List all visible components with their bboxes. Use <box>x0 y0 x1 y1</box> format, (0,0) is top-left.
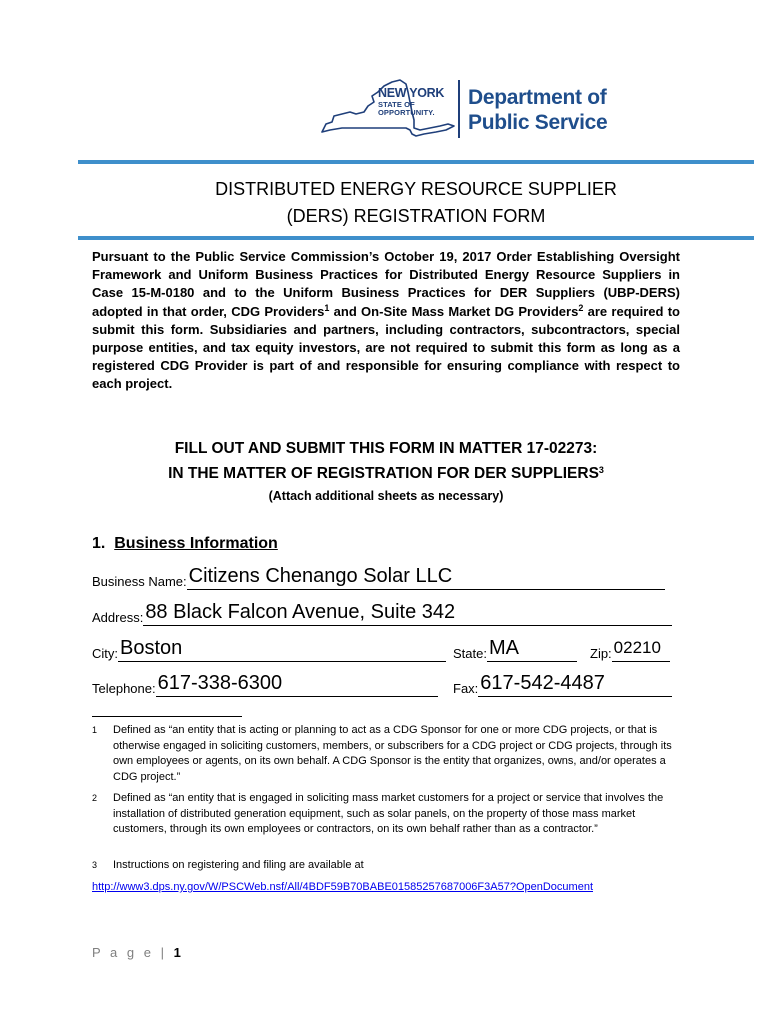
footnote-2 <box>92 791 682 838</box>
intro-part3: are required to submit this form. Subsidiaries and partners, including contractors, subcontractors, special purpose entities, and tax equity investors, are not required to submit this form as long as a registered CDG Provider is part of and responsible for ensuring compliance with respect to each project. <box>92 303 681 392</box>
address-value: 88 Black Falcon Avenue, Suite 342 <box>145 601 456 623</box>
city-field <box>92 635 446 662</box>
footnote-3-number: 3 <box>92 860 98 870</box>
form-title <box>78 176 754 230</box>
header-rule-top <box>78 160 754 164</box>
telephone-label: Telephone: <box>92 681 156 696</box>
state-input[interactable] <box>487 635 577 662</box>
page-number: 1 <box>173 945 181 960</box>
footnote-1-text: Defined as “an entity that is acting or planning to act as a CDG Sponsor for one or more CDG projects, or that is otherwise engaged in soliciting customers, members, or subscribers for a CDG project or CDG projects, through its own employees or agents, on its own behalf. A CDG Sponsor is the entity that organizes, owns, and/or operates a CDG project.” <box>113 724 672 783</box>
footnote-1 <box>92 723 682 785</box>
footnote-2-number: 2 <box>92 793 98 803</box>
instructions-line2: IN THE MATTER OF REGISTRATION FOR DER SUPPLIERS <box>168 465 599 482</box>
instructions-line1: FILL OUT AND SUBMIT THIS FORM IN MATTER 17-02273: <box>174 440 598 457</box>
fax-input[interactable] <box>478 670 672 697</box>
intro-part1: Pursuant to the Public Service Commission’s October 19, 2017 Order Establishing Oversight Framework and Uniform Business Practices for Distributed Energy Resource Suppliers in Case 15-M-0180 and to the Uniform Business Practices for DER Suppliers (UBP-DERS) adopted in that order, CDG Providers <box>92 249 680 319</box>
business-name-label: Business Name: <box>92 574 187 589</box>
business-name-value: Citizens Chenango Solar LLC <box>188 565 453 587</box>
zip-field <box>590 635 670 662</box>
state-label: State: <box>453 646 487 661</box>
fax-label: Fax: <box>453 681 479 696</box>
telephone-input[interactable] <box>156 670 438 697</box>
ny-line3: OPPORTUNITY. <box>378 108 435 117</box>
footnote-2-text: Defined as “an entity that is engaged in soliciting mass market customers for a project or service that involves the installation of distributed generation equipment, such as solar panels, on the property of those mass market customers, through its own employees or contractors, on its own behalf rather than as a contractor.” <box>113 792 664 835</box>
page-footer <box>92 945 181 960</box>
page-label: P a g e | <box>92 945 167 960</box>
agency-line2: Public Service <box>468 111 608 134</box>
zip-input[interactable] <box>612 635 670 662</box>
address-field <box>92 599 672 626</box>
telephone-field <box>92 670 438 697</box>
intro-paragraph <box>92 248 680 394</box>
city-label: City: <box>92 646 118 661</box>
footnote-3 <box>92 858 682 874</box>
footnote-3-link[interactable]: http://www3.dps.ny.gov/W/PSCWeb.nsf/All/4BDF59B70BABE01585257687006F3A57?OpenDocument <box>92 881 593 893</box>
form-title-line1: DISTRIBUTED ENERGY RESOURCE SUPPLIER <box>215 179 617 199</box>
footnote-ref-3: 3 <box>598 465 604 475</box>
state-field <box>453 635 577 662</box>
footnote-ref-2: 2 <box>578 302 584 313</box>
footnote-separator <box>92 716 242 717</box>
ny-line2: STATE OF <box>378 99 415 109</box>
agency-name <box>468 85 607 135</box>
fax-field <box>453 670 672 697</box>
logo-divider <box>458 80 460 138</box>
attach-note: (Attach additional sheets as necessary) <box>268 489 504 503</box>
telephone-value: 617-338-6300 <box>157 672 283 694</box>
submission-instructions <box>92 436 680 486</box>
business-name-field <box>92 563 665 590</box>
address-label: Address: <box>92 610 144 625</box>
state-value: MA <box>488 637 519 659</box>
fax-value: 617-542-4487 <box>480 672 605 694</box>
zip-value: 02210 <box>613 638 661 657</box>
section-title: Business Information <box>114 535 278 552</box>
city-input[interactable] <box>118 635 446 662</box>
form-title-line2: (DERS) REGISTRATION FORM <box>286 206 546 226</box>
ny-line1: NEW YORK <box>378 86 445 100</box>
address-input[interactable] <box>143 599 672 626</box>
agency-line1: Department of <box>468 86 607 109</box>
business-name-input[interactable] <box>187 563 665 590</box>
footnote-3-text: Instructions on registering and filing are available at <box>113 859 364 871</box>
city-value: Boston <box>120 637 183 659</box>
zip-label: Zip: <box>590 646 612 661</box>
ny-state-wordmark <box>378 87 444 117</box>
header-rule-bottom <box>78 236 754 240</box>
footnote-1-number: 1 <box>92 725 98 735</box>
section-heading <box>92 535 278 553</box>
intro-part2: and On-Site Mass Market DG Providers <box>329 303 579 319</box>
section-number: 1. <box>92 535 106 552</box>
footnote-ref-1: 1 <box>324 302 330 313</box>
